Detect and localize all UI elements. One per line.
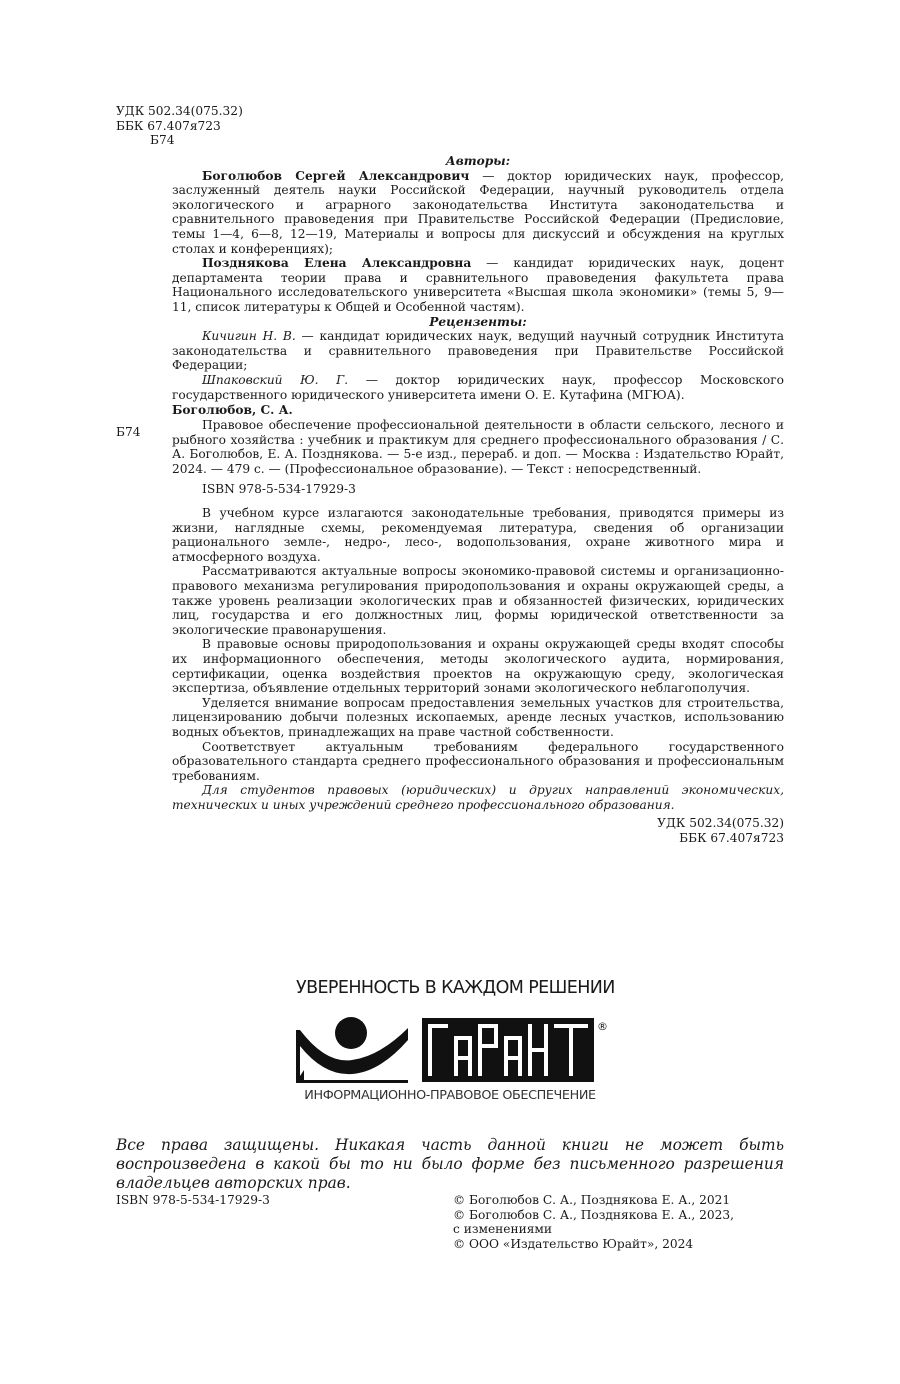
authors-heading: Авторы:: [445, 154, 511, 168]
catalog-author-heading: Боголюбов, С. А.: [172, 403, 293, 417]
annotation-bbk: ББК 67.407я723: [679, 831, 784, 846]
annotation-udk: УДК 502.34(075.32): [657, 816, 784, 831]
garant-logo: [296, 1016, 608, 1084]
authors-section: [172, 154, 784, 402]
author-description: — кандидат юридических наук, доцент департамента теории права и сравнительного правоведения факультета права Национального исследовательского университета «Высшая школа экономики» (темы 5, 9—11, список литературы к Общей и Особенной частям).: [172, 256, 784, 314]
reviewer-name: Кичигин Н. В.: [202, 329, 296, 344]
author-name: Боголюбов Сергей Александрович: [202, 168, 470, 183]
annotation-section: [172, 506, 784, 846]
copyright-block: [453, 1193, 734, 1251]
garant-subtitle: ИНФОРМАЦИОННО-ПРАВОВОЕ ОБЕСПЕЧЕНИЕ: [304, 1088, 596, 1103]
classification-block: [116, 104, 243, 148]
copyright-line: © ООО «Издательство Юрайт», 2024: [453, 1236, 694, 1251]
catalog-isbn: ISBN 978-5-534-17929-3: [202, 482, 356, 497]
author-entry: [172, 169, 784, 257]
annotation-paragraph: В правовые основы природопользования и охраны окружающей среды входят способы их информационного обеспечения, методы экологического аудита, нормирования, сертификации, оценка воздействия проектов на окружающую среду, экологическая экспертиза, объявление отдельных территорий зонами экологического неблагополучия.: [172, 637, 784, 696]
catalog-author-mark: Б74: [116, 425, 141, 439]
copyright-line: © Боголюбов С. А., Позднякова Е. А., 2021: [453, 1193, 731, 1207]
annotation-paragraph: Уделяется внимание вопросам предоставления земельных участков для строительства, лицензированию добычи полезных ископаемых, аренде лесных участков, использованию водных объектов, принадлежащих на праве частной собственности.: [172, 695, 784, 739]
garant-slogan: УВЕРЕННОСТЬ В КАЖДОМ РЕШЕНИИ: [296, 978, 615, 998]
reviewers-heading: Рецензенты:: [429, 314, 527, 329]
author-entry: [172, 256, 784, 314]
registered-mark: ®: [597, 1020, 608, 1033]
author-description: — доктор юридических наук, профессор, заслуженный деятель науки Российской Федерации, научный руководитель отдела экологического и аграрного законодательства Института законодательства и сравнительного правоведения при Правительстве Российской Федерации (Предисловие, темы 1—4, 6—8, 12—19, Материалы и вопросы для дискуссий и обсуждения на круглых столах и конференциях);: [172, 168, 784, 256]
reviewer-entry: [172, 373, 784, 402]
author-mark: Б74: [150, 133, 175, 148]
audience-note: Для студентов правовых (юридических) и других направлений экономических, технических и иных учреждений среднего профессионального образования.: [172, 783, 784, 812]
garant-emblem-icon: [296, 1017, 408, 1083]
reviewer-entry: [172, 329, 784, 373]
reviewer-description: — кандидат юридических наук, ведущий научный сотрудник Института законодательства и сравнительного правоведения при Правительстве Российской Федерации;: [172, 329, 784, 373]
copyright-line: с изменениями: [453, 1222, 553, 1237]
catalog-description-block: [172, 418, 784, 497]
bbk-code: ББК 67.407я723: [116, 118, 221, 133]
annotation-paragraph: Рассматриваются актуальные вопросы экономико-правовой системы и организационно-правового механизма регулирования природопользования и охраны окружающей среды, а также уровень реализации экологических прав и обязанностей физических, юридических лиц, государства и его должностных лиц, формы юридической ответственности за экологические правонарушения.: [172, 564, 784, 637]
udk-code: УДК 502.34(075.32): [116, 104, 243, 118]
reviewer-name: Шпаковский Ю. Г.: [202, 372, 349, 387]
rights-notice: Все права защищены. Никакая часть данной книги не может быть воспроизведена в какой бы то ни было форме без письменного разрешения владельцев авторских прав.: [116, 1136, 784, 1192]
annotation-paragraph: В учебном курсе излагаются законодательные требования, приводятся примеры из жизни, наглядные схемы, рекомендуемая литература, сведения об организации рационального земле-, недро-, лесо-, водопользования, охране животного мира и атмосферного воздуха.: [172, 506, 784, 564]
reviewer-description: — доктор юридических наук, профессор Московского государственного юридического университета имени О. Е. Кутафина (МГЮА).: [172, 372, 784, 402]
annotation-paragraph: Соответствует актуальным требованиям федерального государственного образовательного стандарта среднего профессионального образования и профессиональным требованиям.: [172, 739, 784, 783]
garant-wordmark-icon: [422, 1018, 594, 1082]
author-name: Позднякова Елена Александровна: [202, 256, 472, 271]
footer-isbn: ISBN 978-5-534-17929-3: [116, 1193, 270, 1207]
copyright-line: © Боголюбов С. А., Позднякова Е. А., 2023,: [453, 1207, 735, 1222]
catalog-description: Правовое обеспечение профессиональной деятельности в области сельского, лесного и рыбного хозяйства : учебник и практикум для среднего профессионального образования / С. А. Боголюбов, Е. А. Позднякова. — 5-е изд., перераб. и доп. — Москва : Издательство Юрайт, 2024. — 479 с. — (Профессиональное образование). — Текст : непосредственный.: [172, 418, 784, 476]
